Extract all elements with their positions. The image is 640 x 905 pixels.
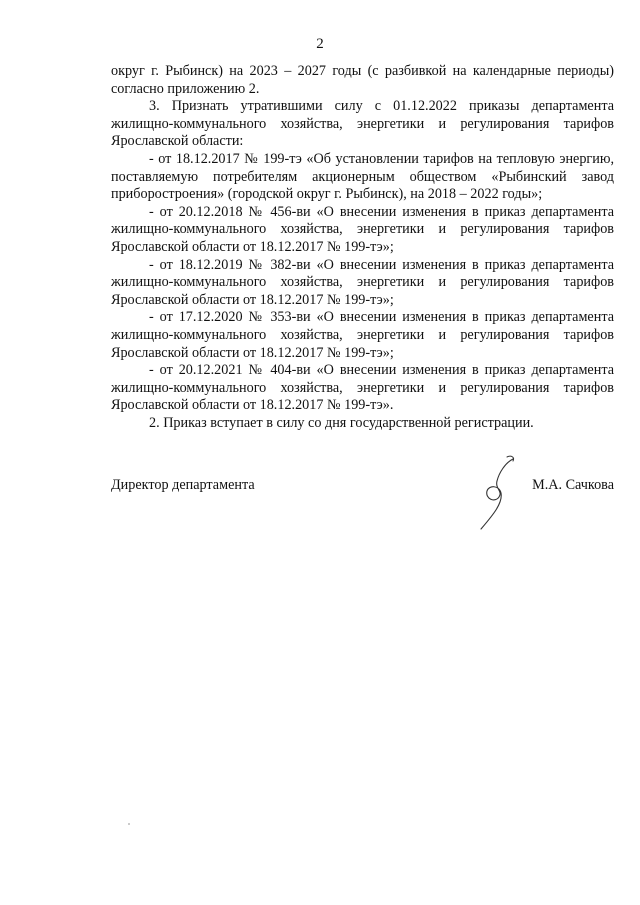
list-item: - от 18.12.2017 № 199-тэ «Об установлении тарифов на тепловую энергию, поставляемую потребителям акционерным обществом «Рыбинский завод приборостроения» (городской округ г. Рыбинск), на 2018 – 2022 годы»; <box>111 150 614 203</box>
handwritten-signature-icon <box>469 455 525 535</box>
document-body <box>111 63 614 432</box>
list-item: - от 17.12.2020 № 353-ви «О внесении изменения в приказ департамента жилищно-коммунального хозяйства, энергетики и регулирования тарифов Ярославской области от 18.12.2017 № 199-тэ»; <box>111 309 614 361</box>
paragraph-3: 3. Признать утратившими силу с 01.12.2022 приказы департамента жилищно-коммунального хозяйства, энергетики и регулирования тарифов Ярославской области: <box>111 98 614 150</box>
scan-speck <box>128 823 130 825</box>
page-number: 2 <box>316 36 324 52</box>
paragraph-continuation: округ г. Рыбинск) на 2023 – 2027 годы (с разбивкой на календарные периоды) согласно приложению 2. <box>111 63 614 97</box>
signer-title: Директор департамента <box>111 477 255 493</box>
list-item: - от 18.12.2019 № 382-ви «О внесении изменения в приказ департамента жилищно-коммунального хозяйства, энергетики и регулирования тарифов Ярославской области от 18.12.2017 № 199-тэ»; <box>111 256 614 308</box>
paragraph-final: 2. Приказ вступает в силу со дня государственной регистрации. <box>149 414 534 431</box>
list-item: - от 20.12.2018 № 456-ви «О внесении изменения в приказ департамента жилищно-коммунального хозяйства, энергетики и регулирования тарифов Ярославской области от 18.12.2017 № 199-тэ»; <box>111 203 614 255</box>
signer-name: М.А. Сачкова <box>532 477 614 493</box>
signature-block <box>111 477 614 557</box>
list-item: - от 20.12.2021 № 404-ви «О внесении изменения в приказ департамента жилищно-коммунального хозяйства, энергетики и регулирования тарифов Ярославской области от 18.12.2017 № 199-тэ». <box>111 362 614 414</box>
